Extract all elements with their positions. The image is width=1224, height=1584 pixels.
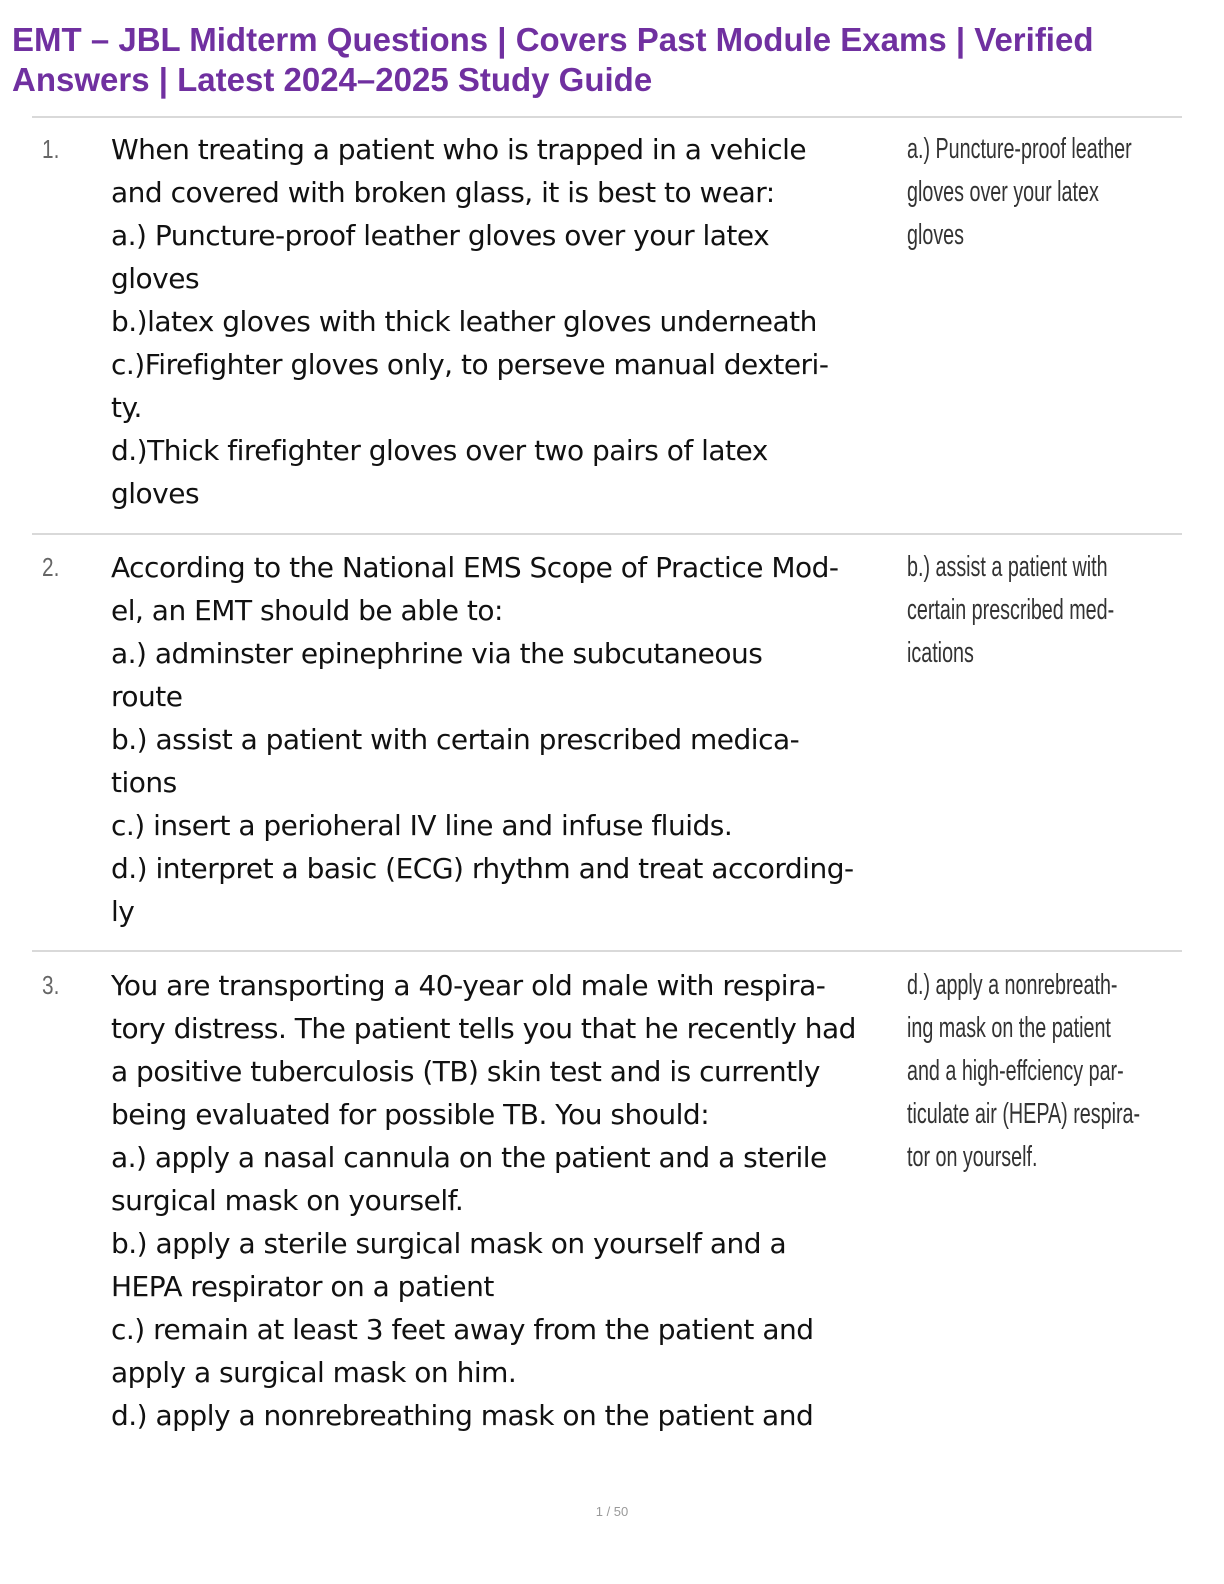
- option-c: c.) insert a perioheral IV line and infuse fluids.: [111, 809, 733, 842]
- question-line: and covered with broken glass, it is best to wear:: [111, 176, 775, 209]
- option-a-continued: surgical mask on yourself.: [111, 1184, 464, 1217]
- option-c-continued: apply a surgical mask on him.: [111, 1356, 517, 1389]
- question-text: [111, 964, 911, 1437]
- answer-text: [907, 546, 1179, 675]
- answer-line: d.) apply a nonrebreath-: [907, 969, 1118, 1001]
- question-text: [111, 128, 911, 515]
- answer-text: [907, 964, 1179, 1179]
- option-c: c.)Firefighter gloves only, to perseve manual dexteri-: [111, 348, 829, 381]
- answer-line: gloves over your latex: [907, 176, 1099, 208]
- answer-line: ticulate air (HEPA) respira-: [907, 1098, 1141, 1130]
- option-d-continued: ly: [111, 895, 135, 928]
- option-a: a.) adminster epinephrine via the subcutaneous: [111, 637, 763, 670]
- option-b: b.)latex gloves with thick leather gloves underneath: [111, 305, 817, 338]
- answer-text: [907, 128, 1179, 257]
- option-b: b.) apply a sterile surgical mask on yourself and a: [111, 1227, 787, 1260]
- option-a: a.) Puncture-proof leather gloves over your latex: [111, 219, 770, 252]
- divider: [32, 950, 1182, 952]
- option-d: d.)Thick firefighter gloves over two pairs of latex: [111, 434, 768, 467]
- option-b-continued: tions: [111, 766, 177, 799]
- question-line: tory distress. The patient tells you that he recently had: [111, 1012, 856, 1045]
- question-line: being evaluated for possible TB. You should:: [111, 1098, 710, 1131]
- option-b: b.) assist a patient with certain prescribed medica-: [111, 723, 800, 756]
- card-number: 1.: [42, 134, 60, 164]
- option-c-continued: ty.: [111, 391, 142, 424]
- option-d-continued: gloves: [111, 477, 200, 510]
- answer-line: a.) Puncture-proof leather: [907, 133, 1132, 165]
- question-line: el, an EMT should be able to:: [111, 594, 503, 627]
- option-c: c.) remain at least 3 feet away from the patient and: [111, 1313, 814, 1346]
- option-a-continued: route: [111, 680, 183, 713]
- answer-line: gloves: [907, 219, 965, 251]
- answer-line: certain prescribed med-: [907, 594, 1115, 626]
- option-d: d.) interpret a basic (ECG) rhythm and treat according-: [111, 852, 854, 885]
- card-number: 3.: [42, 970, 60, 1000]
- page-indicator: 1 / 50: [595, 1504, 629, 1519]
- answer-line: ications: [907, 637, 974, 669]
- flashcard-2: [32, 546, 1182, 936]
- answer-line: ing mask on the patient: [907, 1012, 1111, 1044]
- question-line: According to the National EMS Scope of Practice Mod-: [111, 551, 839, 584]
- option-a-continued: gloves: [111, 262, 200, 295]
- flashcard-1: [32, 128, 1182, 518]
- question-text: [111, 546, 911, 933]
- divider: [32, 533, 1182, 535]
- answer-line: tor on yourself.: [907, 1141, 1038, 1173]
- option-b-continued: HEPA respirator on a patient: [111, 1270, 494, 1303]
- divider: [32, 116, 1182, 118]
- card-number: 2.: [42, 552, 60, 582]
- document-title: EMT – JBL Midterm Questions | Covers Past Module Exams | Verified Answers | Latest 2024–2025 Study Guide: [12, 21, 1094, 98]
- flashcard-3: [32, 964, 1182, 1444]
- answer-line: and a high-effciency par-: [907, 1055, 1124, 1087]
- answer-line: b.) assist a patient with: [907, 551, 1108, 583]
- option-a: a.) apply a nasal cannula on the patient and a sterile: [111, 1141, 827, 1174]
- option-d: d.) apply a nonrebreathing mask on the patient and: [111, 1399, 814, 1432]
- question-line: a positive tuberculosis (TB) skin test and is currently: [111, 1055, 820, 1088]
- question-line: You are transporting a 40-year old male with respira-: [111, 969, 826, 1002]
- question-line: When treating a patient who is trapped in a vehicle: [111, 133, 807, 166]
